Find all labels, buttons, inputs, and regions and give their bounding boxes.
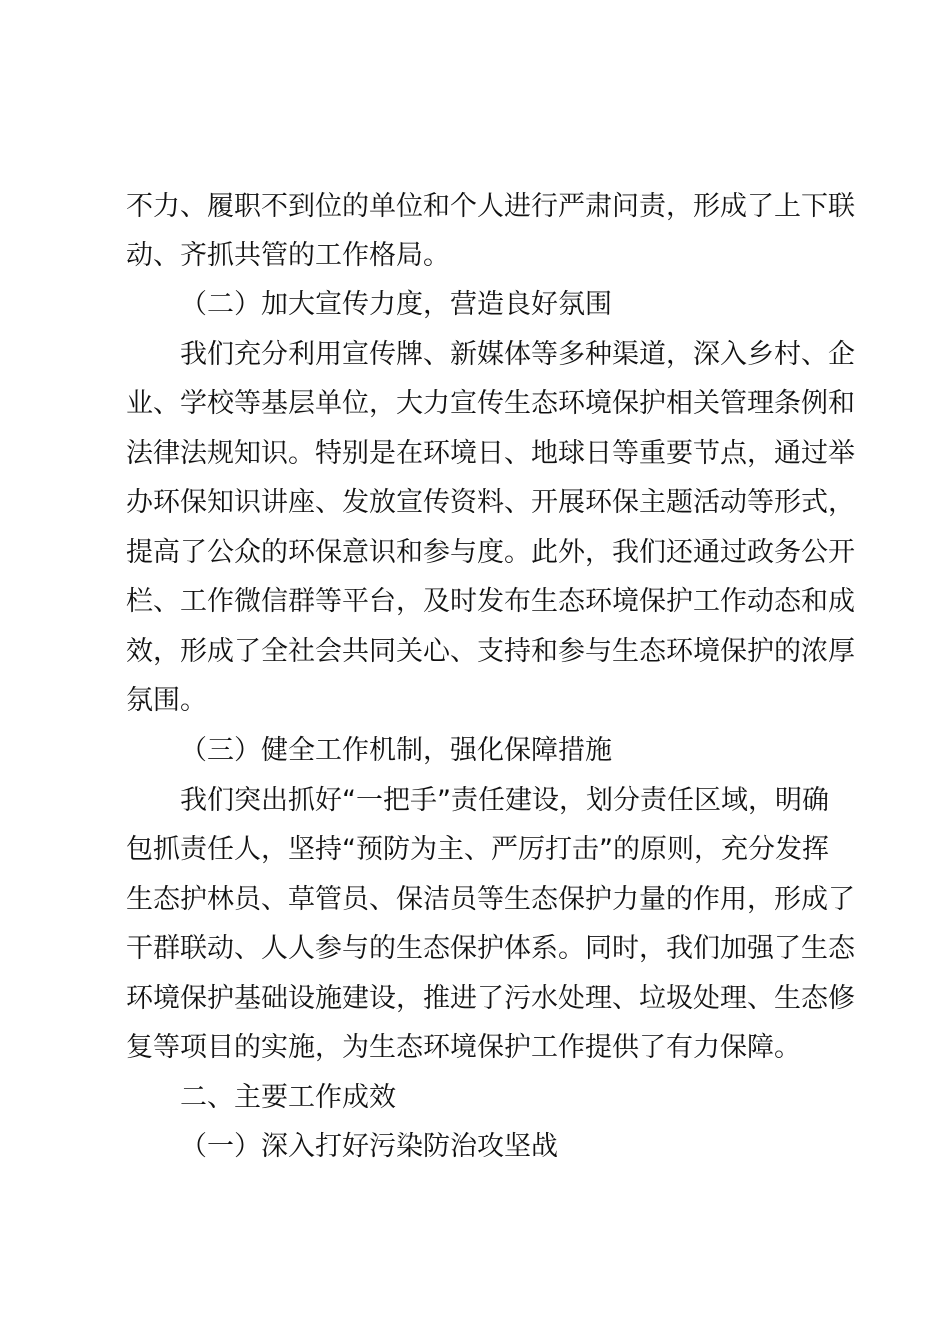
paragraph-line: 干群联动、人人参与的生态保护体系。同时，我们加强了生态: [126, 933, 855, 964]
paragraph-line: 效，形成了全社会共同关心、支持和参与生态环境保护的浓厚: [126, 636, 855, 667]
paragraph-line: 氛围。: [126, 685, 207, 716]
paragraph-line: 法律法规知识。特别是在环境日、地球日等重要节点，通过举: [126, 438, 855, 469]
section-heading: （三）健全工作机制，强化保障措施: [180, 735, 612, 766]
paragraph-line: 环境保护基础设施建设，推进了污水处理、垃圾处理、生态修: [126, 983, 855, 1014]
paragraph-line: 栏、工作微信群等平台，及时发布生态环境保护工作动态和成: [126, 586, 855, 617]
paragraph-line: 包抓责任人，坚持“预防为主、严厉打击”的原则，充分发挥: [126, 834, 829, 865]
section-heading: （一）深入打好污染防治攻坚战: [180, 1131, 558, 1162]
section-heading: （二）加大宣传力度，营造良好氛围: [180, 289, 612, 320]
paragraph-line: 我们突出抓好“一把手”责任建设，划分责任区域，明确: [180, 785, 829, 816]
paragraph-line: 提高了公众的环保意识和参与度。此外，我们还通过政务公开: [126, 537, 855, 568]
paragraph-line: 复等项目的实施，为生态环境保护工作提供了有力保障。: [126, 1032, 801, 1063]
paragraph-line: 业、学校等基层单位，大力宣传生态环境保护相关管理条例和: [126, 388, 855, 419]
paragraph-line: 生态护林员、草管员、保洁员等生态保护力量的作用，形成了: [126, 884, 855, 915]
paragraph-line: 办环保知识讲座、发放宣传资料、开展环保主题活动等形式，: [126, 487, 855, 518]
paragraph-line: 我们充分利用宣传牌、新媒体等多种渠道，深入乡村、企: [180, 339, 855, 370]
paragraph-line: 动、齐抓共管的工作格局。: [126, 240, 450, 271]
chapter-heading: 二、主要工作成效: [180, 1082, 396, 1113]
paragraph-line: 不力、履职不到位的单位和个人进行严肃问责，形成了上下联: [126, 191, 855, 222]
